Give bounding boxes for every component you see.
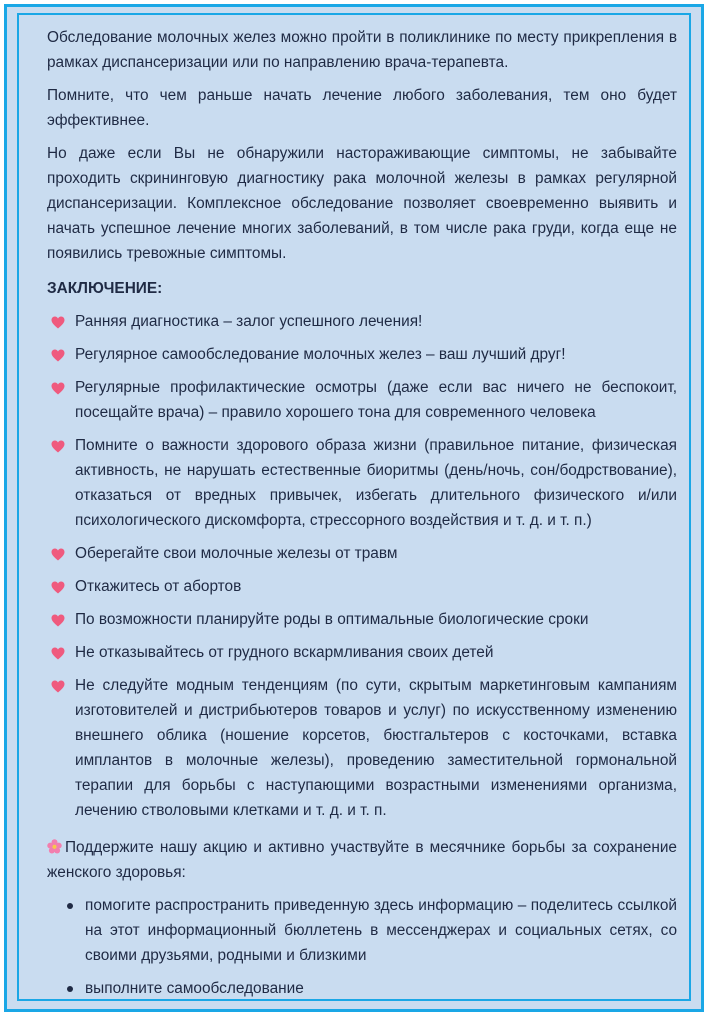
list-item xyxy=(47,640,677,665)
list-item xyxy=(47,607,677,632)
intro-paragraph: Помните, что чем раньше начать лечение любого заболевания, тем оно будет эффективнее. xyxy=(47,87,677,129)
support-text: Поддержите нашу акцию и активно участвуйте в месячнике борьбы за сохранение женского здоровья: xyxy=(47,839,677,881)
list-item xyxy=(47,893,677,968)
heart-icon xyxy=(51,581,65,594)
list-item xyxy=(47,309,677,334)
document-body xyxy=(47,25,677,1009)
list-item xyxy=(47,433,677,533)
heart-icon xyxy=(51,316,65,329)
heart-icon xyxy=(51,440,65,453)
list-item-text: Оберегайте свои молочные железы от травм xyxy=(75,545,398,562)
list-item xyxy=(47,375,677,425)
list-item-text: Регулярные профилактические осмотры (даже если вас ничего не беспокоит, посещайте врача) – правило хорошего тона для современного человека xyxy=(75,379,677,421)
bullet-icon xyxy=(67,903,73,909)
support-list xyxy=(47,893,677,1001)
list-item xyxy=(47,541,677,566)
heart-icon xyxy=(51,680,65,693)
page-frame xyxy=(4,4,704,1012)
list-item-text: помогите распространить приведенную здесь информацию – поделитесь ссылкой на этот информационный бюллетень в мессенджерах и социальных сетях, со своими друзьями, родными и близкими xyxy=(85,897,677,964)
heart-icon xyxy=(51,548,65,561)
heart-icon xyxy=(51,647,65,660)
list-item-text: По возможности планируйте роды в оптимальные биологические сроки xyxy=(75,611,589,628)
heart-icon xyxy=(51,614,65,627)
list-item-text: Откажитесь от абортов xyxy=(75,578,242,595)
heart-icon xyxy=(51,349,65,362)
list-item-text: Помните о важности здорового образа жизни (правильное питание, физическая активность, не нарушать естественные биоритмы (день/ночь, сон/бодрствование), отказаться от вредных привычек, избегать длительного физического и/или психологического дискомфорта, стрессорного воздействия и т. д. и т. п.) xyxy=(75,437,677,529)
list-item xyxy=(47,976,677,1001)
list-item xyxy=(47,673,677,823)
bullet-icon xyxy=(67,986,73,992)
conclusion-list xyxy=(47,309,677,823)
flower-icon xyxy=(47,839,62,854)
support-paragraph xyxy=(47,835,677,885)
heart-icon xyxy=(51,382,65,395)
intro-paragraph: Обследование молочных желез можно пройти в поликлинике по месту прикрепления в рамках диспансеризации или по направлению врача-терапевта. xyxy=(47,29,677,71)
list-item-text: выполните самообследование xyxy=(85,980,304,997)
list-item-text: Не отказывайтесь от грудного вскармливания своих детей xyxy=(75,644,494,661)
list-item-text: Не следуйте модным тенденциям (по сути, скрытым маркетинговым кампаниям изготовителей и дистрибьютеров товаров и услуг) по искусственному изменению внешнего облика (ношение корсетов, бюстгальтеров с косточками, вставка имплантов в молочные железы), проведению заместительной гормональной терапии для борьбы с наступающими возрастными изменениями организма, лечению стволовыми клетками и т. д. и т. п. xyxy=(75,677,677,819)
list-item-text: Регулярное самообследование молочных желез – ваш лучший друг! xyxy=(75,346,566,363)
list-item xyxy=(47,574,677,599)
intro-paragraph: Но даже если Вы не обнаружили настораживающие симптомы, не забывайте проходить скрининговую диагностику рака молочной железы в рамках регулярной диспансеризации. Комплексное обследование позволяет своевременно выявить и начать успешное лечение многих заболеваний, в том числе рака груди, когда еще не появились тревожные симптомы. xyxy=(47,145,677,262)
list-item-text: Ранняя диагностика – залог успешного лечения! xyxy=(75,313,423,330)
conclusion-heading: ЗАКЛЮЧЕНИЕ: xyxy=(47,280,163,297)
list-item xyxy=(47,342,677,367)
